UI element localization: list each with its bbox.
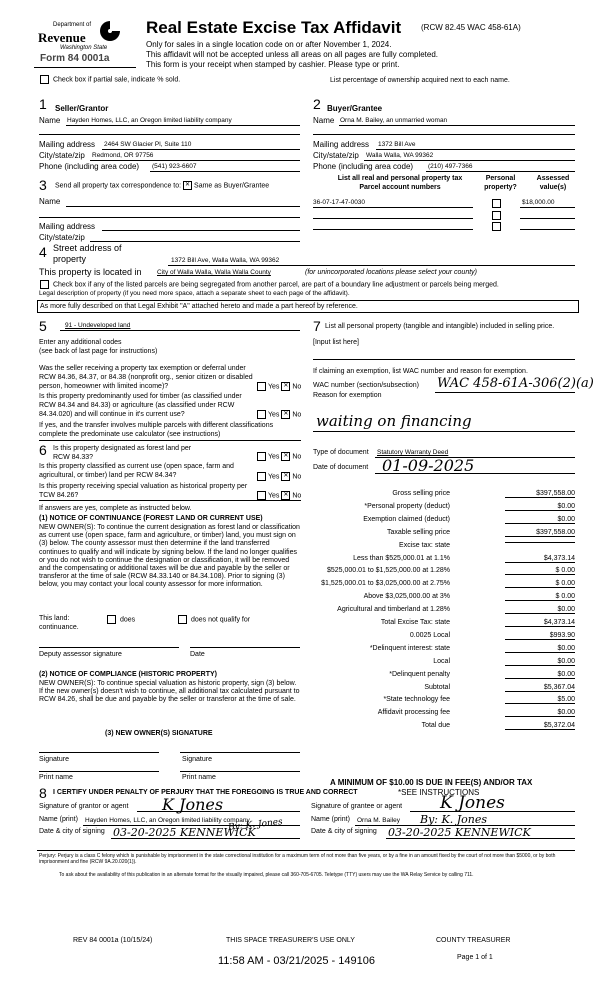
reason-label: Reason for exemption — [313, 392, 382, 399]
deputy-label: Deputy assessor signature — [39, 651, 122, 658]
calc-row-label: $525,000.01 to $1,525,000.00 at 1.28% — [327, 567, 450, 575]
forest-question: Is this property designated as forest land per RCW 84.33? — [53, 445, 192, 461]
yes-label: Yes — [268, 492, 280, 500]
notice-compliance-title: (2) NOTICE OF COMPLIANCE (HISTORIC PROPERTY) — [39, 671, 217, 678]
doc-type-label: Type of document — [313, 449, 369, 456]
grantor-signature-label: Signature of grantor or agent — [39, 803, 129, 810]
owner-signature-field-2[interactable] — [180, 752, 300, 753]
buyer-mail-label: Mailing address — [313, 140, 370, 149]
seller-name-label: Name — [39, 116, 61, 125]
timber-question: Is this property predominantly used for timber (as classified under RCW 84.34 and 84.33) or agriculture (as classified under RCW 84.34.020) and will continue in it's current use? — [39, 393, 242, 418]
section-2-number: 2 — [313, 96, 321, 112]
current-use-no-checkbox[interactable]: ✕ — [283, 473, 289, 479]
parcel-number-field[interactable]: 36-07-17-47-0030 — [313, 199, 366, 206]
does-checkbox[interactable] — [107, 615, 116, 624]
correspondence-label: Send all property tax correspondence to: — [55, 182, 182, 190]
grantor-name-field[interactable]: Hayden Homes, LLC, an Oregon limited liability company — [85, 817, 250, 824]
grantee-date-label: Date & city of signing — [311, 828, 377, 835]
no-label: No — [292, 492, 302, 500]
this-land-label: This land: — [39, 615, 70, 622]
calc-row-amount[interactable]: $4,373.14 — [505, 555, 575, 563]
grantee-name-label: Name (print) — [311, 816, 350, 823]
calc-row-amount[interactable]: $0.00 — [505, 709, 575, 717]
grantee-signature-field[interactable]: K Jones — [440, 793, 505, 813]
calc-row-amount[interactable]: $0.00 — [505, 606, 575, 614]
grantee-name-field[interactable]: Orna M. Bailey — [357, 817, 400, 824]
street-label-1: Street address of — [53, 243, 122, 253]
calc-row-amount[interactable]: $0.00 — [505, 658, 575, 666]
personal-property-checkbox-1[interactable] — [492, 199, 501, 208]
grantee-signature-label: Signature of grantee or agent — [311, 803, 403, 810]
parcel-number-field-3[interactable] — [313, 229, 473, 230]
buyer-city-label: City/state/zip — [313, 151, 359, 160]
seller-phone-label: Phone (including area code) — [39, 162, 140, 171]
partial-sale-label: Check box if partial sale, indicate % sold. — [52, 76, 181, 84]
assessed-header-1: Assessed — [536, 175, 570, 182]
corr-mail-label: Mailing address — [39, 222, 96, 231]
section-3-number: 3 — [39, 177, 47, 193]
calc-row-amount[interactable]: $ 0.00 — [505, 593, 575, 601]
calc-row — [320, 645, 575, 656]
exemption-no-checkbox[interactable]: ✕ — [283, 383, 289, 389]
additional-codes-label: Enter any additional codes — [39, 339, 122, 346]
corr-mail-field[interactable] — [102, 230, 300, 231]
perjury-notice: Perjury: Perjury is a class C felony which is punishable by imprisonment in the state correctional institution for a maximum term of not more than five years, or by a fine in an amount fixed by the court of not more than $5000, or by both imprisonment and fine (RCW 9A.20.020(1)). — [39, 853, 556, 865]
calc-row — [320, 619, 575, 630]
seller-phone-field[interactable]: (541) 923-6607 — [152, 163, 197, 170]
calc-row-label: Taxable selling price — [386, 528, 450, 536]
seller-mail-field[interactable]: 2464 SW Glacier Pl, Suite 110 — [104, 141, 192, 148]
calc-row-amount[interactable]: $5,367.04 — [505, 684, 575, 692]
calc-row-label: 0.0025 Local — [409, 631, 450, 639]
receipt-stamp: 11:58 AM - 03/21/2025 - 149106 — [218, 955, 375, 967]
section-8-number: 8 — [39, 785, 47, 801]
calc-row-amount[interactable]: $993.90 — [505, 632, 575, 640]
revision-code: REV 84 0001a (10/15/24) — [73, 937, 153, 944]
calc-row-label: *State technology fee — [383, 696, 450, 704]
notice-continuance-text: NEW OWNER(S): To continue the current designation as forest land or classification as current use (open space, farm and agriculture, or timber) land, you must sign on (3) below. The county assessor must then determine if the land transferred continues to qualify and will indicate by signing below. If the land no longer qualifies or you do not wish to continue the designation or classification, it will be removed and the compensating or additional taxes will be due and payable by the seller or transferor at the time of sale (RCW 84.33.140 or 84.34.108). Prior to signing (3) below, you may contact your local county assessor for more information. — [39, 524, 300, 589]
logo-word: Revenue — [38, 30, 86, 45]
calc-row — [320, 722, 575, 733]
yes-label: Yes — [268, 411, 280, 419]
buyer-name-label: Name — [313, 116, 335, 125]
availability-notice: To ask about the availability of this publication in an alternate format for the visually impaired, please call 360-705-6705. Teletype (TTY) users may use the WA Relay Service by calling 711. — [59, 872, 474, 878]
treasurer-use-label: THIS SPACE TREASURER'S USE ONLY — [226, 937, 355, 944]
rcw-reference: (RCW 82.45 WAC 458-61A) — [421, 23, 521, 32]
ownership-note: List percentage of ownership acquired next to each name. — [330, 77, 510, 84]
does-not-label: does not qualify for — [190, 616, 251, 624]
certify-statement: I CERTIFY UNDER PENALTY OF PERJURY THAT THE FOREGOING IS TRUE AND CORRECT — [53, 789, 358, 796]
land-use-code-select[interactable]: 91 - Undeveloped land — [65, 322, 131, 329]
state-line: Washington State — [60, 45, 108, 51]
calc-row-amount[interactable]: $397,558.00 — [505, 490, 575, 498]
reason-field[interactable]: waiting on financing — [316, 412, 472, 430]
grantor-signature-field[interactable]: K Jones — [162, 795, 224, 814]
parcel-number-field-2[interactable] — [313, 218, 473, 219]
doc-type-field[interactable]: Statutory Warranty Deed — [377, 449, 449, 456]
minimum-due-note: A MINIMUM OF $10.00 IS DUE IN FEE(S) AND/OR TAX — [330, 778, 533, 787]
segregation-row[interactable] — [40, 280, 580, 289]
calc-row — [320, 658, 575, 669]
section-3-text — [55, 181, 269, 190]
print-name-label-2: Print name — [182, 774, 216, 781]
revenue-logo-icon — [99, 20, 121, 42]
doc-date-field[interactable]: 01-09-2025 — [382, 456, 475, 475]
no-label: No — [292, 383, 302, 391]
calc-row-label: Gross selling price — [392, 490, 450, 497]
section-1-number: 1 — [39, 96, 47, 112]
located-label: This property is located in — [39, 267, 142, 277]
wac-label: WAC number (section/subsection) — [313, 382, 419, 389]
calc-row — [320, 593, 575, 604]
print-name-label-1: Print name — [39, 774, 73, 781]
calc-row-label: Excise tax: state — [399, 541, 450, 549]
personal-header-2: property? — [484, 184, 517, 191]
signature-label-1: Signature — [39, 756, 69, 763]
deputy-date-field[interactable] — [190, 647, 300, 648]
current-use-yes-checkbox[interactable] — [257, 472, 266, 481]
section-4-number: 4 — [39, 244, 47, 260]
exemption-question: Was the seller receiving a property tax exemption or deferral under RCW 84.36, 84.37, or 84.38 (nonprofit org., senior citizen or disabled person, homeowner with limited income)? — [39, 365, 253, 390]
historic-question: Is this property receiving special valuation as historical property per TCW 84.26? — [39, 483, 248, 499]
personal-property-field[interactable]: [Input list here] — [313, 339, 359, 346]
form-number: Form 84 0001a — [40, 53, 110, 64]
does-option — [107, 615, 135, 624]
notice-compliance-text: NEW OWNER(S): To continue special valuation as historic property, sign (3) below. If the new owner(s) doesn't wish to continue, all additional tax calculated pursuant to RCW 84.26, shall be due and payable by the seller or transferor at the time of sale. — [39, 680, 300, 704]
calc-row — [320, 696, 575, 707]
calc-row-amount[interactable]: $397,558.00 — [505, 529, 575, 537]
doc-date-label: Date of document — [313, 464, 369, 471]
calc-row-amount[interactable]: $0.00 — [505, 516, 575, 524]
historic-yes-checkbox[interactable] — [257, 491, 266, 500]
partial-sale-row[interactable] — [40, 75, 180, 84]
does-label: does — [119, 616, 136, 624]
calc-row-label: Local — [433, 657, 450, 665]
answers-note: If answers are yes, complete as instructed below. — [39, 505, 192, 512]
seller-city-field[interactable]: Redmond, OR 97756 — [92, 152, 154, 159]
header-line-2: This affidavit will not be accepted unless all areas on all pages are fully completed. — [146, 50, 439, 59]
buyer-name-field[interactable]: Orna M. Bailey, an unmarried woman — [340, 117, 448, 124]
multi-parcel-note: If yes, and the transfer involves multiple parcels with different classifications complete the predominate use calculator (see instructions) — [39, 422, 274, 438]
grantor-by-field[interactable]: By: K. Jones — [227, 817, 284, 833]
calc-row-amount[interactable]: $4,373.14 — [505, 619, 575, 627]
calc-row — [320, 503, 575, 514]
page-indicator: Page 1 of 1 — [457, 954, 493, 961]
forest-no-checkbox[interactable]: ✕ — [283, 453, 289, 459]
new-owner-signature-title: (3) NEW OWNER(S) SIGNATURE — [105, 730, 213, 737]
calc-row — [320, 567, 575, 578]
parcel-header-2: Parcel account numbers — [359, 184, 441, 191]
located-select[interactable]: City of Walla Walla, Walla Walla County — [157, 269, 271, 276]
calc-row-label: Affidavit processing fee — [377, 709, 450, 717]
exemption-answer — [257, 382, 301, 391]
calc-row — [320, 542, 575, 553]
calc-row-label: *Delinquent interest: state — [369, 644, 450, 652]
page-title: Real Estate Excise Tax Affidavit — [146, 18, 402, 37]
grantee-date-field[interactable]: 03-20-2025 KENNEWICK — [388, 826, 531, 839]
section-7-number: 7 — [313, 318, 321, 334]
personal-property-checkbox-2[interactable] — [492, 211, 501, 220]
personal-property-text: List all personal property (tangible and intangible) included in selling price. — [325, 323, 555, 330]
buyer-phone-field[interactable]: (210) 497-7366 — [428, 163, 473, 170]
wac-field[interactable]: WAC 458-61A-306(2)(a) — [437, 376, 594, 391]
calc-row-amount[interactable]: $ 0.00 — [505, 567, 575, 575]
calc-row — [320, 529, 575, 540]
grantor-name-label: Name (print) — [39, 816, 78, 823]
street-label-2: property — [53, 254, 87, 264]
assessed-header-2: value(s) — [539, 184, 567, 191]
seller-mail-label: Mailing address — [39, 140, 96, 149]
header-line-3: This form is your receipt when stamped by cashier. Please type or print. — [146, 60, 400, 69]
calc-row-amount[interactable]: $0.00 — [505, 503, 575, 511]
timber-answer — [257, 410, 301, 419]
header-line-1: Only for sales in a single location code on or after November 1, 2024. — [146, 40, 392, 49]
calc-row — [320, 606, 575, 617]
forest-yes-checkbox[interactable] — [257, 452, 266, 461]
notice-continuance-title: (1) NOTICE OF CONTINUANCE (FOREST LAND OR CURRENT USE) — [39, 515, 263, 522]
calc-row-amount[interactable]: $5.00 — [505, 696, 575, 704]
additional-codes-note: (see back of last page for instructions) — [39, 348, 158, 355]
calc-row-amount[interactable]: $ 0.00 — [505, 580, 575, 588]
street-address-field[interactable]: 1372 Bill Ave, Walla Walla, WA 99362 — [171, 257, 280, 264]
seller-city-label: City/state/zip — [39, 151, 85, 160]
legal-description-field[interactable]: As more fully described on that Legal Exhibit "A" attached hereto and made a part hereof by reference. — [37, 300, 579, 313]
same-as-buyer-label: Same as Buyer/Grantee — [194, 182, 270, 190]
calc-row — [320, 555, 575, 566]
buyer-phone-label: Phone (including area code) — [313, 162, 414, 171]
forest-answer — [257, 452, 301, 461]
calc-row-label: $1,525,000.01 to $3,025,000.00 at 2.75% — [321, 580, 450, 588]
buyer-heading: Buyer/Grantee — [327, 104, 383, 113]
signature-label-2: Signature — [182, 756, 212, 763]
calc-row-amount[interactable]: $5,372.04 — [505, 722, 575, 730]
seller-heading: Seller/Grantor — [55, 104, 109, 113]
calc-row-label: Exemption claimed (deduct) — [363, 515, 450, 523]
calc-row-label: *Personal property (deduct) — [364, 502, 450, 510]
segregation-checkbox[interactable] — [40, 280, 49, 289]
calc-row — [320, 632, 575, 643]
no-label: No — [292, 411, 302, 419]
current-use-question: Is this property classified as current use (open space, farm and agricultural, or timber) land per RCW 84.34? — [39, 463, 234, 479]
calc-row-label: Agricultural and timberland at 1.28% — [337, 606, 450, 614]
corr-name-field[interactable] — [66, 206, 300, 207]
dept-line: Department of — [53, 22, 92, 28]
partial-sale-checkbox[interactable] — [40, 75, 49, 84]
calc-row — [320, 580, 575, 591]
corr-city-field[interactable] — [90, 241, 300, 242]
buyer-city-field[interactable]: Walla Walla, WA 99362 — [366, 152, 434, 159]
corr-city-label: City/state/zip — [39, 233, 85, 242]
deputy-signature-field[interactable] — [39, 647, 179, 648]
grantor-date-label: Date & city of signing — [39, 828, 105, 835]
section-5-number: 5 — [39, 318, 47, 334]
grantor-date-field[interactable]: 03-20-2025 KENNEWICK — [113, 826, 256, 839]
yes-label: Yes — [268, 383, 280, 391]
calc-row — [320, 709, 575, 720]
historic-no-checkbox[interactable]: ✕ — [283, 492, 289, 498]
deputy-date-label: Date — [190, 651, 205, 658]
calc-row — [320, 490, 575, 501]
see-instructions-note: *SEE INSTRUCTIONS — [398, 788, 480, 797]
parcel-header-1: List all real and personal property tax — [337, 175, 463, 182]
same-as-buyer-checkbox[interactable]: ✕ — [185, 182, 191, 188]
calc-row — [320, 684, 575, 695]
located-note: (for unincorporated locations please select your county) — [305, 269, 477, 276]
does-not-checkbox[interactable] — [178, 615, 187, 624]
calc-row — [320, 516, 575, 527]
calc-row-label: Subtotal — [424, 683, 450, 691]
owner-signature-field-1[interactable] — [39, 752, 159, 753]
no-label: No — [292, 453, 302, 461]
personal-property-checkbox-3[interactable] — [492, 222, 501, 231]
calc-row-label: Total Excise Tax: state — [380, 619, 450, 626]
section-6-number: 6 — [39, 442, 47, 458]
calc-row-label: Total due — [421, 722, 450, 730]
does-not-option — [178, 615, 250, 624]
calc-row-amount[interactable]: $0.00 — [505, 645, 575, 653]
county-treasurer-label: COUNTY TREASURER — [436, 937, 511, 944]
historic-answer — [257, 491, 301, 500]
exemption-yes-checkbox[interactable] — [257, 382, 266, 391]
calc-row-label: Above $3,025,000.00 at 3% — [363, 593, 450, 601]
calc-row-label: *Delinquent penalty — [389, 670, 450, 678]
segregation-label: Check box if any of the listed parcels are being segregated from another parcel, are part of a boundary line adjustment or parcels being merged. — [52, 281, 499, 289]
continuance-label: continuance. — [39, 624, 79, 631]
seller-name-field[interactable]: Hayden Homes, LLC, an Oregon limited liability company — [67, 117, 232, 124]
exemption-claim-text: If claiming an exemption, list WAC number and reason for exemption. — [313, 368, 528, 375]
calc-row-label: Less than $525,000.01 at 1.1% — [353, 554, 450, 562]
yes-label: Yes — [268, 453, 280, 461]
assessed-value-field[interactable]: $18,000.00 — [522, 199, 555, 206]
buyer-mail-field[interactable]: 1372 Bill Ave — [378, 141, 416, 148]
grantee-by-field[interactable]: By: K. Jones — [420, 813, 487, 826]
yes-label: Yes — [268, 473, 280, 481]
calc-row-amount[interactable] — [505, 542, 575, 543]
calc-row-amount[interactable]: $0.00 — [505, 671, 575, 679]
current-use-answer — [257, 472, 301, 481]
corr-name-label: Name — [39, 197, 61, 206]
owner-print-field-1[interactable] — [39, 771, 159, 772]
timber-yes-checkbox[interactable] — [257, 410, 266, 419]
timber-no-checkbox[interactable]: ✕ — [283, 411, 289, 417]
personal-header-1: Personal — [485, 175, 516, 182]
legal-label: Legal description of property (if you need more space, attach a separate sheet to each page of the affidavit). — [39, 290, 350, 297]
calc-row — [320, 671, 575, 682]
owner-print-field-2[interactable] — [180, 771, 300, 772]
no-label: No — [292, 473, 302, 481]
